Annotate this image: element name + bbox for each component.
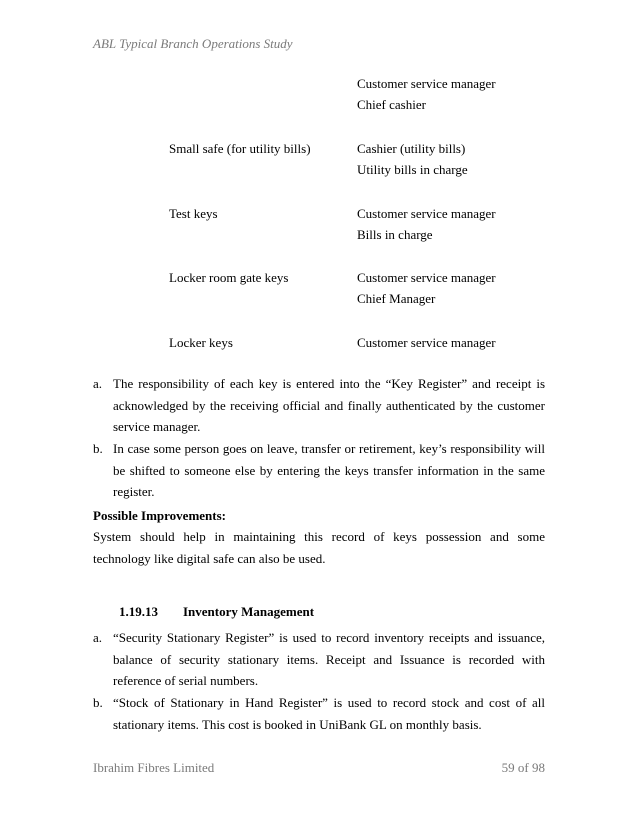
list-marker: b. [93, 441, 103, 456]
page-number: 59 of 98 [501, 760, 545, 775]
key-holder: Customer service manager [357, 335, 496, 350]
key-holder: Utility bills in charge [357, 162, 468, 177]
key-name: Locker keys [169, 335, 233, 350]
key-holder: Cashier (utility bills) [357, 141, 466, 156]
list-text: “Security Stationary Register” is used to record inventory receipts and issuance, balance of security stationary items. Receipt and Issuance is recorded with reference of serial numbers. [113, 630, 545, 688]
key-holder: Chief cashier [357, 97, 426, 112]
key-holder: Customer service manager [357, 270, 496, 285]
list-text: “Stock of Stationary in Hand Register” is used to record stock and cost of all stationary items. This cost is booked in UniBank GL on monthly basis. [113, 695, 545, 732]
running-header: ABL Typical Branch Operations Study [93, 36, 293, 51]
list-item [93, 438, 545, 503]
key-holder: Chief Manager [357, 291, 436, 306]
key-holder: Customer service manager [357, 206, 496, 221]
key-name: Test keys [169, 206, 218, 221]
key-holder: Bills in charge [357, 227, 433, 242]
list-text: The responsibility of each key is entered into the “Key Register” and receipt is acknowledged by the receiving official and finally authenticated by the customer service manager. [113, 376, 545, 434]
list-item [93, 373, 545, 438]
list-item [93, 692, 545, 735]
list-text: In case some person goes on leave, transfer or retirement, key’s responsibility will be shifted to someone else by entering the keys transfer information in the same register. [113, 441, 545, 499]
list-marker: a. [93, 630, 103, 645]
improvements-heading: Possible Improvements: [93, 508, 227, 523]
list-marker: b. [93, 695, 103, 710]
key-holder: Customer service manager [357, 76, 496, 91]
key-name: Small safe (for utility bills) [169, 141, 311, 156]
footer-company: Ibrahim Fibres Limited [93, 760, 215, 775]
improvements-text: System should help in maintaining this record of keys possession and some technology like digital safe can also be used. [93, 529, 545, 566]
list-marker: a. [93, 376, 103, 391]
section-number: 1.19.13 [119, 604, 158, 619]
key-name: Locker room gate keys [169, 270, 289, 285]
section-title: Inventory Management [183, 604, 315, 619]
list-item [93, 627, 545, 692]
